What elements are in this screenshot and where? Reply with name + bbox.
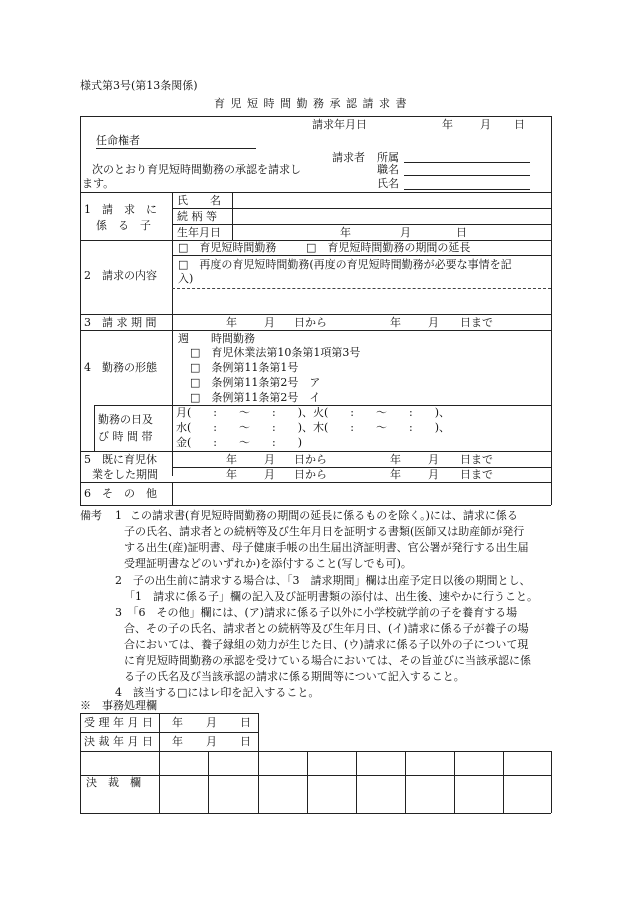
office-grid-col-3	[307, 751, 308, 813]
table-right-border	[551, 116, 552, 505]
note1-line3: する出生(産)証明書、母子健康手帳の出生届出済証明書、官公署が発行する出生届	[124, 541, 529, 554]
sec2-option-repeat-cont: 入)	[178, 272, 194, 285]
sec2-row-divider	[172, 255, 551, 256]
sec1-top-border	[80, 192, 551, 193]
sec4-option-ord-2b[interactable]: □ 条例第11条第2号 イ	[190, 391, 321, 404]
sec3-from-year: 年	[226, 316, 237, 329]
sec3-until-year: 年	[390, 316, 401, 329]
sec5-r2-until-year: 年	[390, 468, 401, 481]
sec5-r2-from-month: 月	[264, 468, 275, 481]
sec4-option-ord-2a[interactable]: □ 条例第11条第2号 ア	[190, 376, 321, 389]
office-label-divider	[159, 713, 160, 813]
sec5-r2-until-month: 月	[428, 468, 439, 481]
office-bottom-border	[80, 813, 551, 814]
sec2-label: 2 請求の内容	[84, 269, 157, 282]
notes-prefix: 備考	[80, 509, 102, 522]
sec5-r2-from-day: 日から	[294, 468, 327, 481]
note3-line2: 合、その子の氏名、請求者との続柄等及び生年月日、(イ)請求に係る子が養子の場	[124, 622, 529, 635]
sec5-r2-from-year: 年	[226, 468, 237, 481]
note2-line1: 2 子の出生前に請求する場合は、「3 請求期間」欄は出産予定日以後の期間とし、	[115, 574, 531, 587]
sec3-until-day: 日まで	[460, 316, 493, 329]
note1-line2: 子の氏名、請求者との続柄等及び生年月日を証明する書類(医師又は助産師が発行	[124, 525, 525, 538]
office-grid-col-5	[405, 751, 406, 813]
request-date-month: 月	[480, 118, 491, 131]
sec4-schedule-line1: 月( : ～ : )、火( : ～ : )、	[176, 406, 450, 419]
sec5-label-line2: 業をした期間	[92, 468, 158, 481]
sec5-r1-from-day: 日から	[294, 453, 327, 466]
position-label: 職名	[377, 163, 399, 176]
request-date-year: 年	[442, 118, 453, 131]
sec4-option-law[interactable]: □ 育児休業法第10条第1項第3号	[190, 346, 361, 359]
office-approval-label: 決 裁 欄	[86, 776, 141, 789]
office-grid-col-4	[356, 751, 357, 813]
note1-line1: この請求書(育児短時間勤務の期間の延長に係るものを除く。)には、請求に係る	[130, 509, 518, 522]
office-grid-right-border	[551, 751, 552, 813]
office-decided-label: 決 裁 年 月 日	[84, 735, 153, 748]
position-underline	[404, 175, 530, 176]
office-received-label: 受 理 年 月 日	[84, 716, 153, 729]
note1-line4: 受理証明書などのいずれか)を添付すること(写しでも可)。	[124, 557, 412, 570]
sec5-label-line1: 5 既に育児休	[84, 453, 157, 466]
sec5-r1-until-year: 年	[390, 453, 401, 466]
office-grid-col-7	[503, 751, 504, 813]
sec3-until-month: 月	[428, 316, 439, 329]
office-decided-month: 月	[206, 735, 217, 748]
sec1-row-divider-2	[172, 224, 551, 225]
sec6-column-divider	[172, 482, 173, 505]
sec2-option-extension[interactable]: □ 育児短時間勤務の期間の延長	[306, 241, 471, 254]
sec1-row-divider-1	[172, 208, 551, 209]
office-left-border	[80, 713, 81, 813]
sec4-option-ord-1[interactable]: □ 条例第11条第1号	[190, 361, 299, 374]
office-received-month: 月	[206, 716, 217, 729]
office-row-divider-1	[80, 732, 258, 733]
form-number: 様式第3号(第13条関係)	[80, 79, 198, 92]
sec5-r2-until-day: 日まで	[460, 468, 493, 481]
request-text-line2: ます。	[82, 177, 115, 190]
sec4-schedule-line3: 金( : ～ : )	[176, 436, 302, 449]
requester-label: 請求者	[332, 151, 365, 164]
sec2-option-short-time[interactable]: □ 育児短時間勤務	[178, 241, 277, 254]
sec6-label: 6 そ の 他	[84, 487, 157, 500]
sec5-r1-from-year: 年	[226, 453, 237, 466]
form-title: 育 児 短 時 間 勤 務 承 認 請 求 書	[214, 97, 408, 110]
request-date-label: 請求年月日	[312, 118, 367, 131]
sec4-top-border	[80, 330, 551, 331]
office-decided-year: 年	[172, 735, 183, 748]
sec4-schedule-left-border	[94, 405, 95, 451]
child-birth-day: 日	[456, 226, 467, 239]
affiliation-underline	[404, 162, 530, 163]
sec5-r1-from-month: 月	[264, 453, 275, 466]
sec3-from-day: 日から	[294, 316, 327, 329]
child-birth-year: 年	[340, 226, 351, 239]
office-heading: ※ 事務処理欄	[80, 699, 157, 712]
sec6-top-border	[80, 482, 551, 483]
office-grid-col-1	[208, 751, 209, 813]
office-decided-day: 日	[240, 735, 251, 748]
office-received-year: 年	[172, 716, 183, 729]
child-relation-label: 続 柄 等	[177, 210, 217, 223]
note3-line5: る子の氏名及び当該承認の請求に係る期間等について記入すること。	[124, 670, 465, 683]
note3-line4: に育児短時間勤務の承認を受けている場合においては、その旨並びに当該承認に係	[124, 654, 531, 667]
sec5-top-border	[80, 451, 551, 452]
office-received-day: 日	[240, 716, 251, 729]
label-column-divider	[172, 192, 173, 476]
office-grid-col-6	[454, 751, 455, 813]
sec1-label-line1: 1 請 求 に	[84, 203, 157, 216]
sec3-label: 3 請 求 期 間	[84, 316, 157, 329]
child-name-label: 氏 名	[177, 194, 221, 207]
sec5-r1-until-day: 日まで	[460, 453, 493, 466]
sec1-subcolumn-divider	[232, 192, 233, 240]
sec2-dotted-line	[172, 288, 551, 289]
note3-line3: 合においては、養子縁組の効力が生じた日、(ウ)請求に係る子以外の子について現	[124, 638, 529, 651]
note1-number: 1	[115, 509, 122, 522]
office-top-border	[80, 713, 258, 714]
note4: 4 該当する□にはレ印を記入すること。	[115, 686, 320, 699]
request-text-line1: 次のとおり育児短時間勤務の承認を請求し	[92, 163, 301, 176]
sec4-schedule-label-2: び 時 間 帯	[98, 430, 153, 443]
name-label: 氏名	[377, 177, 399, 190]
note2-line2: 「1 請求に係る子」欄の記入及び証明書類の添付は、出生後、速やかに行うこと。	[124, 590, 538, 603]
table-bottom-border	[80, 505, 551, 506]
note3-line1: 3 「6 その他」欄には、(ア)請求に係る子以外に小学校就学前の子を養育する場	[115, 606, 518, 619]
office-grid-row-divider	[80, 775, 551, 776]
name-underline	[404, 189, 530, 190]
table-top-border	[80, 116, 551, 117]
office-row-divider-2	[80, 751, 551, 752]
sec5-r1-until-month: 月	[428, 453, 439, 466]
child-birth-month: 月	[400, 226, 411, 239]
sec1-label-line2: 係 る 子	[96, 219, 151, 232]
sec3-top-border	[80, 314, 551, 315]
table-left-border	[80, 116, 81, 505]
sec4-schedule-label-1: 勤務の日及	[98, 413, 153, 426]
appointer-label: 任命権者	[96, 134, 140, 147]
child-birth-label: 生年月日	[177, 226, 221, 239]
request-date-day: 日	[514, 118, 525, 131]
sec4-schedule-line2: 水( : ～ : )、木( : ～ : )、	[176, 421, 450, 434]
sec2-option-repeat[interactable]: □ 再度の育児短時間勤務(再度の育児短時間勤務が必要な事情を記	[178, 258, 512, 271]
appointer-underline	[96, 148, 256, 149]
office-block-divider	[258, 713, 259, 813]
affiliation-label: 所属	[377, 151, 399, 164]
sec3-from-month: 月	[264, 316, 275, 329]
sec4-label: 4 勤務の形態	[84, 361, 157, 374]
sec4-weekly-hours: 週 時間勤務	[178, 332, 255, 345]
